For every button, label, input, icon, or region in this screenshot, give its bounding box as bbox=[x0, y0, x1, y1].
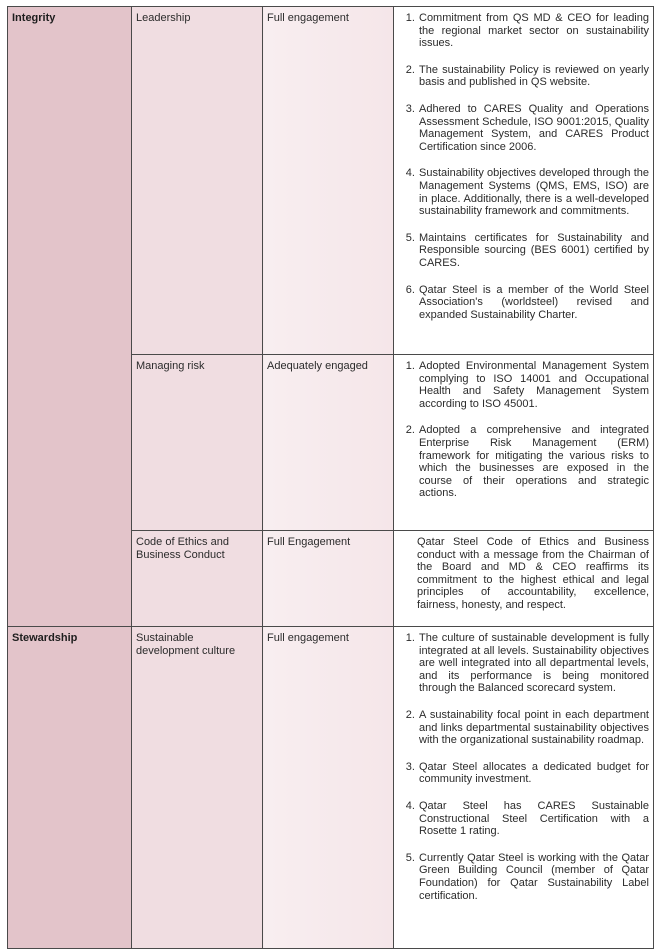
list-item: 1. Adopted Environmental Management System complying to ISO 14001 and Occupational Health and Safety Management System according to ISO 45001. bbox=[418, 360, 649, 410]
principle-leadership: Leadership bbox=[132, 7, 263, 355]
list-item: 2. A sustainability focal point in each department and links departmental sustainability objectives with the organizational sustainability roadmap. bbox=[418, 709, 649, 747]
principle-code-of-ethics: Code of Ethics and Business Conduct bbox=[132, 531, 263, 627]
engagement-level-sustainable-development-culture: Full engagement bbox=[263, 627, 394, 949]
evidence-list bbox=[398, 632, 649, 902]
list-item: 3. Qatar Steel allocates a dedicated budget for community investment. bbox=[418, 761, 649, 786]
list-item: 4. Qatar Steel has CARES Sustainable Constructional Steel Certification with a Rosette 1 rating. bbox=[418, 800, 649, 838]
list-item: 1. The culture of sustainable development is fully integrated at all levels. Sustainability objectives are well integrated into all departmental levels, and its performance is being monitored through the Balanced scorecard system. bbox=[418, 632, 649, 695]
pillar-integrity: Integrity bbox=[8, 7, 132, 627]
evidence-managing-risk bbox=[394, 355, 654, 531]
evidence-list bbox=[398, 360, 649, 500]
list-item: 5. Currently Qatar Steel is working with the Qatar Green Building Council (member of Qatar Foundation) for Qatar Sustainability Label certification. bbox=[418, 852, 649, 902]
engagement-level-managing-risk: Adequately engaged bbox=[263, 355, 394, 531]
principle-managing-risk: Managing risk bbox=[132, 355, 263, 531]
pillar-stewardship: Stewardship bbox=[8, 627, 132, 949]
engagement-level-code-of-ethics: Full Engagement bbox=[263, 531, 394, 627]
sustainability-engagement-table bbox=[7, 6, 654, 949]
evidence-leadership bbox=[394, 7, 654, 355]
list-item: 2. Adopted a comprehensive and integrated Enterprise Risk Management (ERM) framework for mitigating the various risks to which the businesses are exposed in the course of their operations and strategic actions. bbox=[418, 424, 649, 500]
engagement-level-leadership: Full engagement bbox=[263, 7, 394, 355]
evidence-sustainable-development-culture bbox=[394, 627, 654, 949]
evidence-paragraph: Qatar Steel Code of Ethics and Business conduct with a message from the Chairman of the Board and MD & CEO reaffirms its commitment to the highest ethical and legal principles of accountability, excellence, fairness, honesty, and respect. bbox=[417, 536, 649, 611]
list-item: 5. Maintains certificates for Sustainability and Responsible sourcing (BES 6001) certified by CARES. bbox=[418, 232, 649, 270]
table-row bbox=[8, 627, 654, 949]
list-item: 2. The sustainability Policy is reviewed on yearly basis and published in QS website. bbox=[418, 64, 649, 89]
list-item: 3. Adhered to CARES Quality and Operations Assessment Schedule, ISO 9001:2015, Quality Management System, and CARES Product Certification since 2006. bbox=[418, 103, 649, 153]
evidence-code-of-ethics bbox=[394, 531, 654, 627]
list-item: 4. Sustainability objectives developed through the Management Systems (QMS, EMS, ISO) are in place. Additionally, there is a well-developed sustainability framework and commitments. bbox=[418, 167, 649, 217]
principle-sustainable-development-culture: Sustainable development culture bbox=[132, 627, 263, 949]
table-row bbox=[8, 7, 654, 355]
list-item: 1. Commitment from QS MD & CEO for leading the regional market sector on sustainability issues. bbox=[418, 12, 649, 50]
list-item: 6. Qatar Steel is a member of the World Steel Association's (worldsteel) revised and expanded Sustainability Charter. bbox=[418, 284, 649, 322]
evidence-list bbox=[398, 12, 649, 321]
